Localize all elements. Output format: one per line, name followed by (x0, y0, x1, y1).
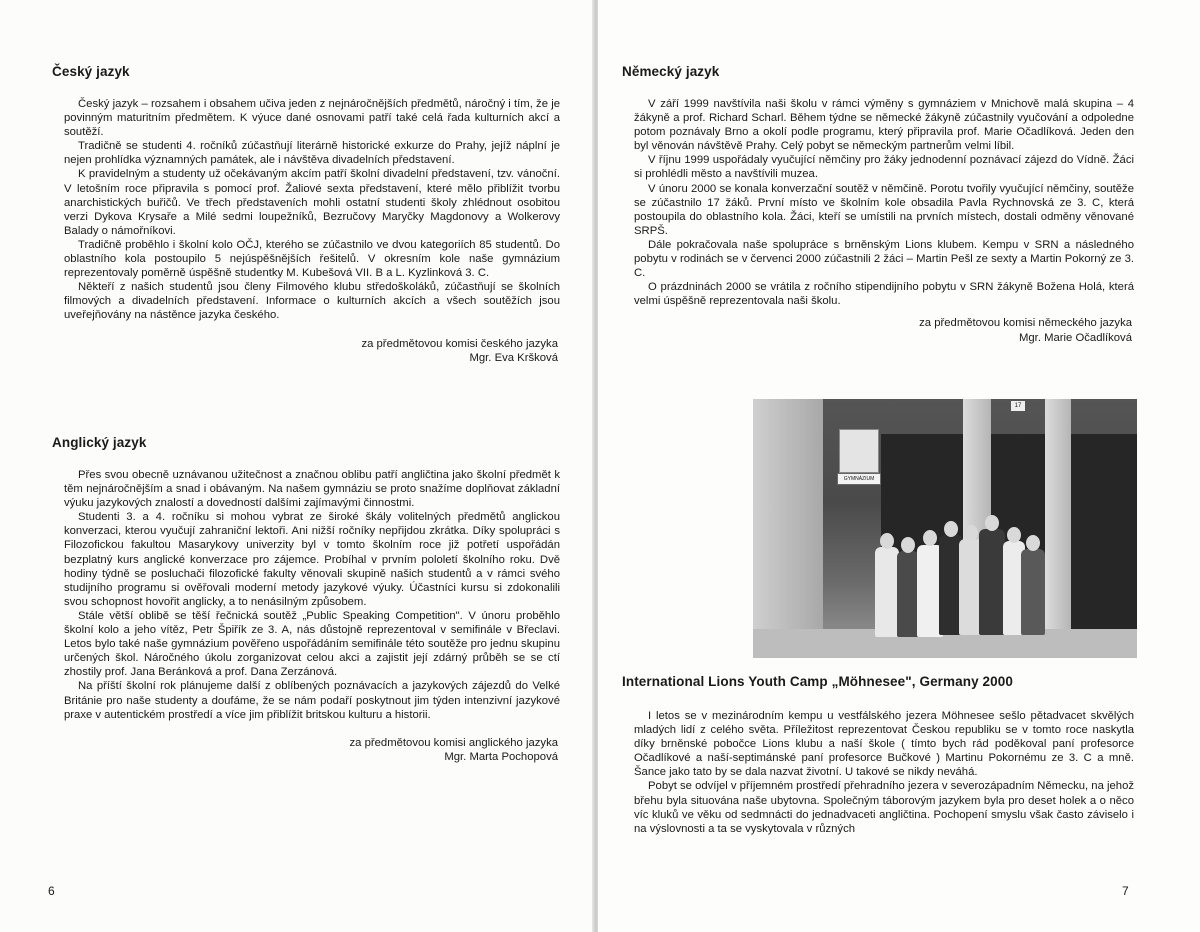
signature-author: Mgr. Marta Pochopová (444, 750, 558, 763)
section-cesky-jazyk (52, 64, 560, 365)
signature-committee: za předmětovou komisi německého jazyka (919, 317, 1132, 330)
house-number-sign: 17 (1011, 401, 1025, 411)
left-page (0, 0, 596, 932)
paragraph: Český jazyk – rozsahem i obsahem učiva jeden z nejnáročnějších předmětů, náročný i tím, že je povinným maturitním předmětem. K výuce dané osnovami patří také celá řada kulturních akcí a soutěží. (64, 98, 560, 139)
paragraph: Stále větší oblibě se těší řečnická soutěž „Public Speaking Competition". V únoru proběhlo školní kolo a jeho vítěz, Petr Špiřík ze 3. A, nás důstojně reprezentoval v semifinále v Břeclavi. Letos bylo také naše gymnázium pověřeno uspořádáním semifinále této soutěže pro jednu skupinu určených škol. Náročného úkolu zorganizovat celou akci a zajistit její zdárný průběh se se ctí zhostily prof. Jana Beránková a prof. Dana Zerzánová. (64, 609, 560, 679)
paragraph: Někteří z našich studentů jsou členy Filmového klubu středoškoláků, zúčastňují se školních filmových a divadelních představení. Informace o kulturních akcích a všech soutěžích jsou uveřejňovány na nástěnce jazyka českého. (64, 281, 560, 322)
paragraph: O prázdninách 2000 se vrátila z ročního stipendijního pobytu v SRN žákyně Božena Holá, která velmi úspěšně reprezentovala naši školu. (634, 281, 1134, 308)
page-number: 7 (1122, 884, 1129, 898)
signature-committee: za předmětovou komisi českého jazyka (361, 337, 558, 350)
paragraph: I letos se v mezinárodním kempu u vestfálského jezera Möhnesee sešlo pětadvacet skvělých mladých lidí z celého světa. Příležitost reprezentovat Českou republiku se v tomto roce naskytla díky brněnské pobočce Lions klubu a naší škole ( tímto bych rád poděkoval paní profesorce Očadlíkové a naší-septimánské paní profesorce Bučkové ) Martinu Pokornému ze 3. C a mně. Šance jako tato by se dala nazvat životní. U takové se nikdy neváhá. (634, 710, 1134, 779)
paragraph: Tradičně se studenti 4. ročníků zúčastňují literárně historické exkurze do Prahy, jejíž náplní je nejen prohlídka významných památek, ale i návštěva divadelních představení. (64, 140, 560, 167)
section-title: Německý jazyk (622, 64, 720, 79)
section-nemecky-jazyk (622, 64, 1134, 345)
right-page (598, 0, 1200, 932)
section-anglicky-jazyk (52, 435, 560, 764)
paragraph: Pobyt se odvíjel v příjemném prostředí přehradního jezera v severozápadním Německu, na jehož břehu byla situována naše ubytovna. Společným táborovým jazykem byla pro deset holek a o něco víc kluků ve věku od sedmnácti do jednadvaceti angličtina. Pochopení smyslu však často záviselo i na výslovnosti a ta se vyskytovala v různých (634, 780, 1135, 835)
section-title: Anglický jazyk (52, 435, 147, 450)
page-number: 6 (48, 884, 55, 898)
paragraph: V říjnu 1999 uspořádaly vyučující němčiny pro žáky jednodenní poznávací zájezd do Vídně. Žáci si prohlédli město a navštívili muzea. (634, 154, 1134, 181)
paragraph: Dále pokračovala naše spolupráce s brněnským Lions klubem. Kempu v SRN a následného pobytu v rodinách se v červenci 2000 zúčastnili 2 žáci – Martin Pešl ze sexty a Martin Pokorný ze 3. C. (634, 238, 1134, 280)
paragraph: V únoru 2000 se konala konverzační soutěž v němčině. Porotu tvořily vyučující němčiny, soutěže se zúčastnilo 17 žáků. První místo ve školním kole obsadila Pavla Rychnovská ze 3. C, která postoupila do oblastního kola. Žáci, kteří se umístili na prvních místech, dostali odměny věnované SRPŠ. (634, 182, 1134, 237)
paragraph: Na příští školní rok plánujeme další z oblíbených poznávacích a jazykových zájezdů do Velké Británie pro naše studenty a doufáme, že se nám podaří poskytnout jim týden intenzivní jazykové praxe v autentickém prostředí a více jim přiblížit britskou kulturu a historii. (64, 680, 560, 721)
paragraph: K pravidelným a studenty už očekávaným akcím patří školní divadelní představení, tzv. vánoční. V letošním roce připravila s pomocí prof. Žaliové sexta představení, které mělo přiblížit tvorbu anarchistických buřičů. Ve třech představeních mohli ostatní studenti školy zhlédnout osobitou verzi Dykova Krysaře a Milé sedmi loupežníků, Bezručovy Maryčky Magdonovy a Wolkerovy Balady o námořníkovi. (64, 168, 560, 237)
signature-author: Mgr. Marie Očadlíková (1018, 331, 1132, 344)
school-sign: GYMNÁZIUM (837, 473, 881, 485)
signature (634, 316, 1132, 344)
paragraph: Přes svou obecně uznávanou užitečnost a značnou oblibu patří angličtina jako školní předmět k těm nejnáročnějším a snad i obávaným. Na našem gymnáziu se proto snažíme doplňovat základní výuku jazykových znalostí a dovedností dalšími zajímavými činnostmi. (64, 469, 560, 510)
paragraph: Tradičně proběhlo i školní kolo OČJ, kterého se zúčastnilo ve dvou kategoriích 85 studentů. Do oblastního kola postoupilo 5 nejúspěšnějších řešitelů. V okresním kole naše gymnázium reprezentovaly poměrně úspěšně studentky M. Kubešová VII. B a L. Kyzlinková 3. C. (64, 238, 560, 280)
paragraph: Studenti 3. a 4. ročníku si mohou vybrat ze široké škály volitelných předmětů anglickou konverzaci, kterou vyučují zahraniční lektoři. Ani nižší ročníky nepřijdou zkrátka. Díky spolupráci s Filozofickou fakultou Masarykovy univerzity byl v tomto školním roce již potřetí uspořádán bezplatný kurs anglické konverzace pro zájemce. Probíhal v prvním pololetí školního roku. Dvě hodiny týdně se posluchači filozofické fakulty věnovali skupině našich studentů a v rámci svého studijního programu si ověřovali moderní metody jazykové výuky. Účastníci kursu si zdokonalili svou schopnost hovořit anglicky, a to nenásilným způsobem. (64, 511, 560, 608)
section-title: International Lions Youth Camp „Möhnesee", Germany 2000 (622, 674, 1013, 689)
signature-committee: za předmětovou komisi anglického jazyka (349, 736, 558, 749)
signature (64, 736, 558, 764)
signature-author: Mgr. Eva Kršková (469, 351, 558, 364)
section-title: Český jazyk (52, 64, 130, 79)
coat-of-arms-icon (839, 429, 879, 473)
group-photo (753, 399, 1137, 658)
paragraph: V září 1999 navštívila naši školu v rámci výměny s gymnáziem v Mnichově malá skupina – 4 žákyně a prof. Richard Scharl. Během týdne se německé žákyně zúčastnily vyučování a odpoledne potom poznávaly Brno a okolí podle programu, který připravila prof. Marie Očadlíková. Jeden den byl věnován návštěvě Prahy. Celý pobyt se německým partnerům velmi líbil. (634, 98, 1134, 153)
section-lions-camp (622, 674, 1134, 836)
signature (64, 337, 558, 365)
